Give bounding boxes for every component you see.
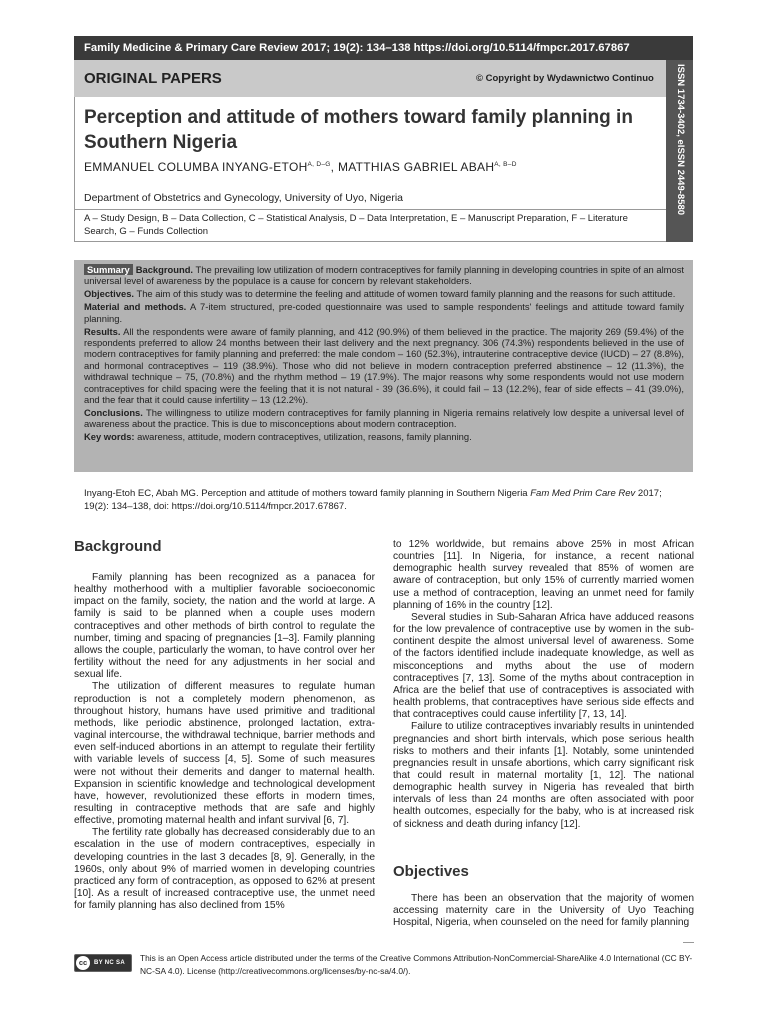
- objectives-heading: Objectives: [393, 863, 469, 880]
- body-paragraph: Family planning has been recognized as a panacea for healthy motherhood with a multiplier favorable socioeconomic impact on the family, society, the nation and the world at large. A family is said to be planned when a couple uses modern contraceptives and other methods of birth control to regulate the number, timing and spacing of pregnancies [1–3]. Family planning allows the couple, particularly the woman, to have control over her fertility without the need for any adjustments in her social and sexual life.: [74, 572, 375, 681]
- issn-text: ISSN 1734-3402, eISSN 2449-8580: [675, 64, 686, 216]
- cc-license-terms: BY NC SA: [94, 960, 125, 966]
- author-list: [84, 160, 654, 174]
- contribution-legend: A – Study Design, B – Data Collection, C – Statistical Analysis, D – Data Interpretation, E – Manuscript Preparation, F – Literature Search, G – Funds Collection: [84, 213, 628, 237]
- abstract-conclusions: The willingness to utilize modern contraceptives for family planning in Nigeria remains relatively low despite a universal level of awareness about the practice. This is due to misconceptions about modern contraception.: [84, 406, 684, 430]
- article-citation: [84, 487, 684, 513]
- copyright-notice: © Copyright by Wydawnictwo Continuo: [476, 73, 654, 84]
- abstract-label: Results.: [84, 325, 121, 337]
- footnote-rule: [683, 942, 694, 943]
- background-heading: Background: [74, 538, 162, 555]
- abstract-results: All the respondents were aware of family planning, and 412 (90.9%) of them believed in the practice. The majority 269 (59.4%) of the respondents preferred to allow 24 months between their last delivery and the next pregnancy. 306 (74.3%) respondents believed in the use of modern contraceptives for family planning and preferred: the male condom – 160 (52.3%), intrauterine contraceptive device (IUCD) – 27 (8.8%), and hormonal contraceptives – 119 (38.9%). Those who did not believe in modern contraception preferred abstinence – 12 (11.3%), the withdrawal technique – 75, (70.8%) and the rhythm method – 19 (17.9%). The major reasons why some respondents would not use modern contraceptives for child spacing were the feeling that it is not natural - 39 (36.6%), it could fail – 13 (12.2%), fear of side effects – 41 (39.0%), and the fear that it could cause infertility – 13 (12.2%).: [84, 325, 684, 405]
- right-column: [393, 539, 694, 831]
- license-notice: This is an Open Access article distributed under the terms of the Creative Commons Attribution-NonCommercial-ShareAlike 4.0 International (CC BY-NC-SA 4.0). License (http://creativecommons.org/licenses/by-nc-sa/4.0/).: [140, 953, 693, 976]
- keywords: awareness, attitude, modern contraceptives, utilization, reasons, family planning.: [137, 431, 472, 443]
- author-separator: ,: [330, 160, 338, 174]
- abstract-label: Conclusions.: [84, 406, 143, 418]
- body-paragraph: The utilization of different measures to regulate human reproduction is not a completely modern phenomenon, as throughout history, humans have used primitive and traditional methods, like periodic abstinence, prolonged lactation, extra-vaginal intercourse, the withdrawal technique, barrier methods and even self-induced abortions in an attempt to regulate their fertility with variable levels of success [4, 5]. Some of such measures were not without their demerits and danger to maternal health. Expansion in scientific knowledge and technological development have, however, revolutionized these efforts in modern times, resulting in contraceptive methods that are safe and highly effective, promoting maternal health and infant survival [6, 7].: [74, 681, 375, 827]
- abstract-background: The prevailing low utilization of modern contraceptives for family planning in developing countries in spite of an almost universal level of awareness by the populace is a cause for concern by relevant stakeholders.: [84, 264, 684, 287]
- journal-citation-line: Family Medicine & Primary Care Review 2017; 19(2): 134–138 https://doi.org/10.5114/fmpcr.2017.67867: [84, 42, 630, 54]
- objectives-column: [393, 893, 694, 929]
- journal-header-bar: [74, 36, 693, 60]
- section-label: ORIGINAL PAPERS: [84, 70, 222, 87]
- author-name: MATTHIAS GABRIEL ABAH: [337, 160, 495, 174]
- body-paragraph: to 12% worldwide, but remains above 25% in most African countries [11]. In Nigeria, for instance, a recent national demographic health survey revealed that 85% of women are aware of contraception, but only 15% of currently married women use a method of contraception, leaving an unmet need for family planning of 16% in the country [12].: [393, 539, 694, 611]
- abstract-label: Key words:: [84, 431, 135, 443]
- abstract-label: Background.: [135, 264, 194, 275]
- abstract-label: Material and methods.: [84, 301, 187, 313]
- author-name: EMMANUEL COLUMBA INYANG-ETOH: [84, 160, 308, 174]
- creative-commons-icon: cc: [76, 956, 90, 970]
- author-contribution-codes: A, B–D: [494, 161, 517, 168]
- abstract-objectives: The aim of this study was to determine the feeling and attitude of women toward family planning and the reasons for such attitude.: [136, 288, 676, 300]
- summary-badge: Summary: [84, 264, 133, 275]
- body-paragraph: The fertility rate globally has decreased considerably due to an escalation in the use of modern contraceptives, especially in developing countries in the last 3 decades [8, 9]. Generally, in the 1960s, only about 9% of married women in developing countries practiced any form of contraception, as opposed to 62% at present [10]. As a result of increased contraceptive use, the unmet need for family planning has also declined from 15%: [74, 827, 375, 912]
- author-contribution-codes: A, D–G: [307, 161, 331, 168]
- citation-text: Inyang-Etoh EC, Abah MG. Perception and attitude of mothers toward family planning in Southern Nigeria: [84, 488, 531, 499]
- body-paragraph: There has been an observation that the majority of women accessing maternity care in the University of Uyo Teaching Hospital, Nigeria, when counseled on the need for family planning: [393, 893, 694, 929]
- citation-details: 2017; 19(2): 134–138, doi: https://doi.org/10.5114/fmpcr.2017.67867.: [84, 488, 662, 512]
- citation-journal: Fam Med Prim Care Rev: [530, 488, 636, 499]
- left-column: [74, 572, 375, 912]
- body-paragraph: Failure to utilize contraceptives invariably results in unintended pregnancies and short birth intervals, which pose serious health risks to mothers and their infants [1]. Notably, some unintended pregnancies result in unsafe abortions, which carry significant risk that could result in maternal mortality [1, 12]. The national demographic health survey in Nigeria has revealed that birth intervals of less than 24 months are often associated with poor health outcomes, especially for the baby, who is at increased risk of sickness and death during infancy [12].: [393, 721, 694, 830]
- abstract: [84, 264, 684, 444]
- divider: [74, 209, 666, 210]
- body-paragraph: Several studies in Sub-Saharan Africa have adduced reasons for the low prevalence of contraceptive use by women in the sub-continent despite the almost universal level of awareness. Some of the factors identified include inadequate knowledge, as well as misconceptions and myths about the use of modern contraceptives [7, 13]. Some of the myths about contraception in Africa are the belief that use of contraceptives is associated with health problems, that contraceptives have serious side effects and that contraceptives could cause infertility [7, 13, 14].: [393, 611, 694, 721]
- affiliation: Department of Obstetrics and Gynecology, University of Uyo, Nigeria: [84, 192, 404, 204]
- abstract-label: Objectives.: [84, 288, 135, 300]
- abstract-methods: A 7-item structured, pre-coded questionnaire was used to sample respondents' feelings and attitude toward family planning.: [84, 301, 684, 324]
- article-title: Perception and attitude of mothers toward family planning in Southern Nigeria: [84, 107, 633, 153]
